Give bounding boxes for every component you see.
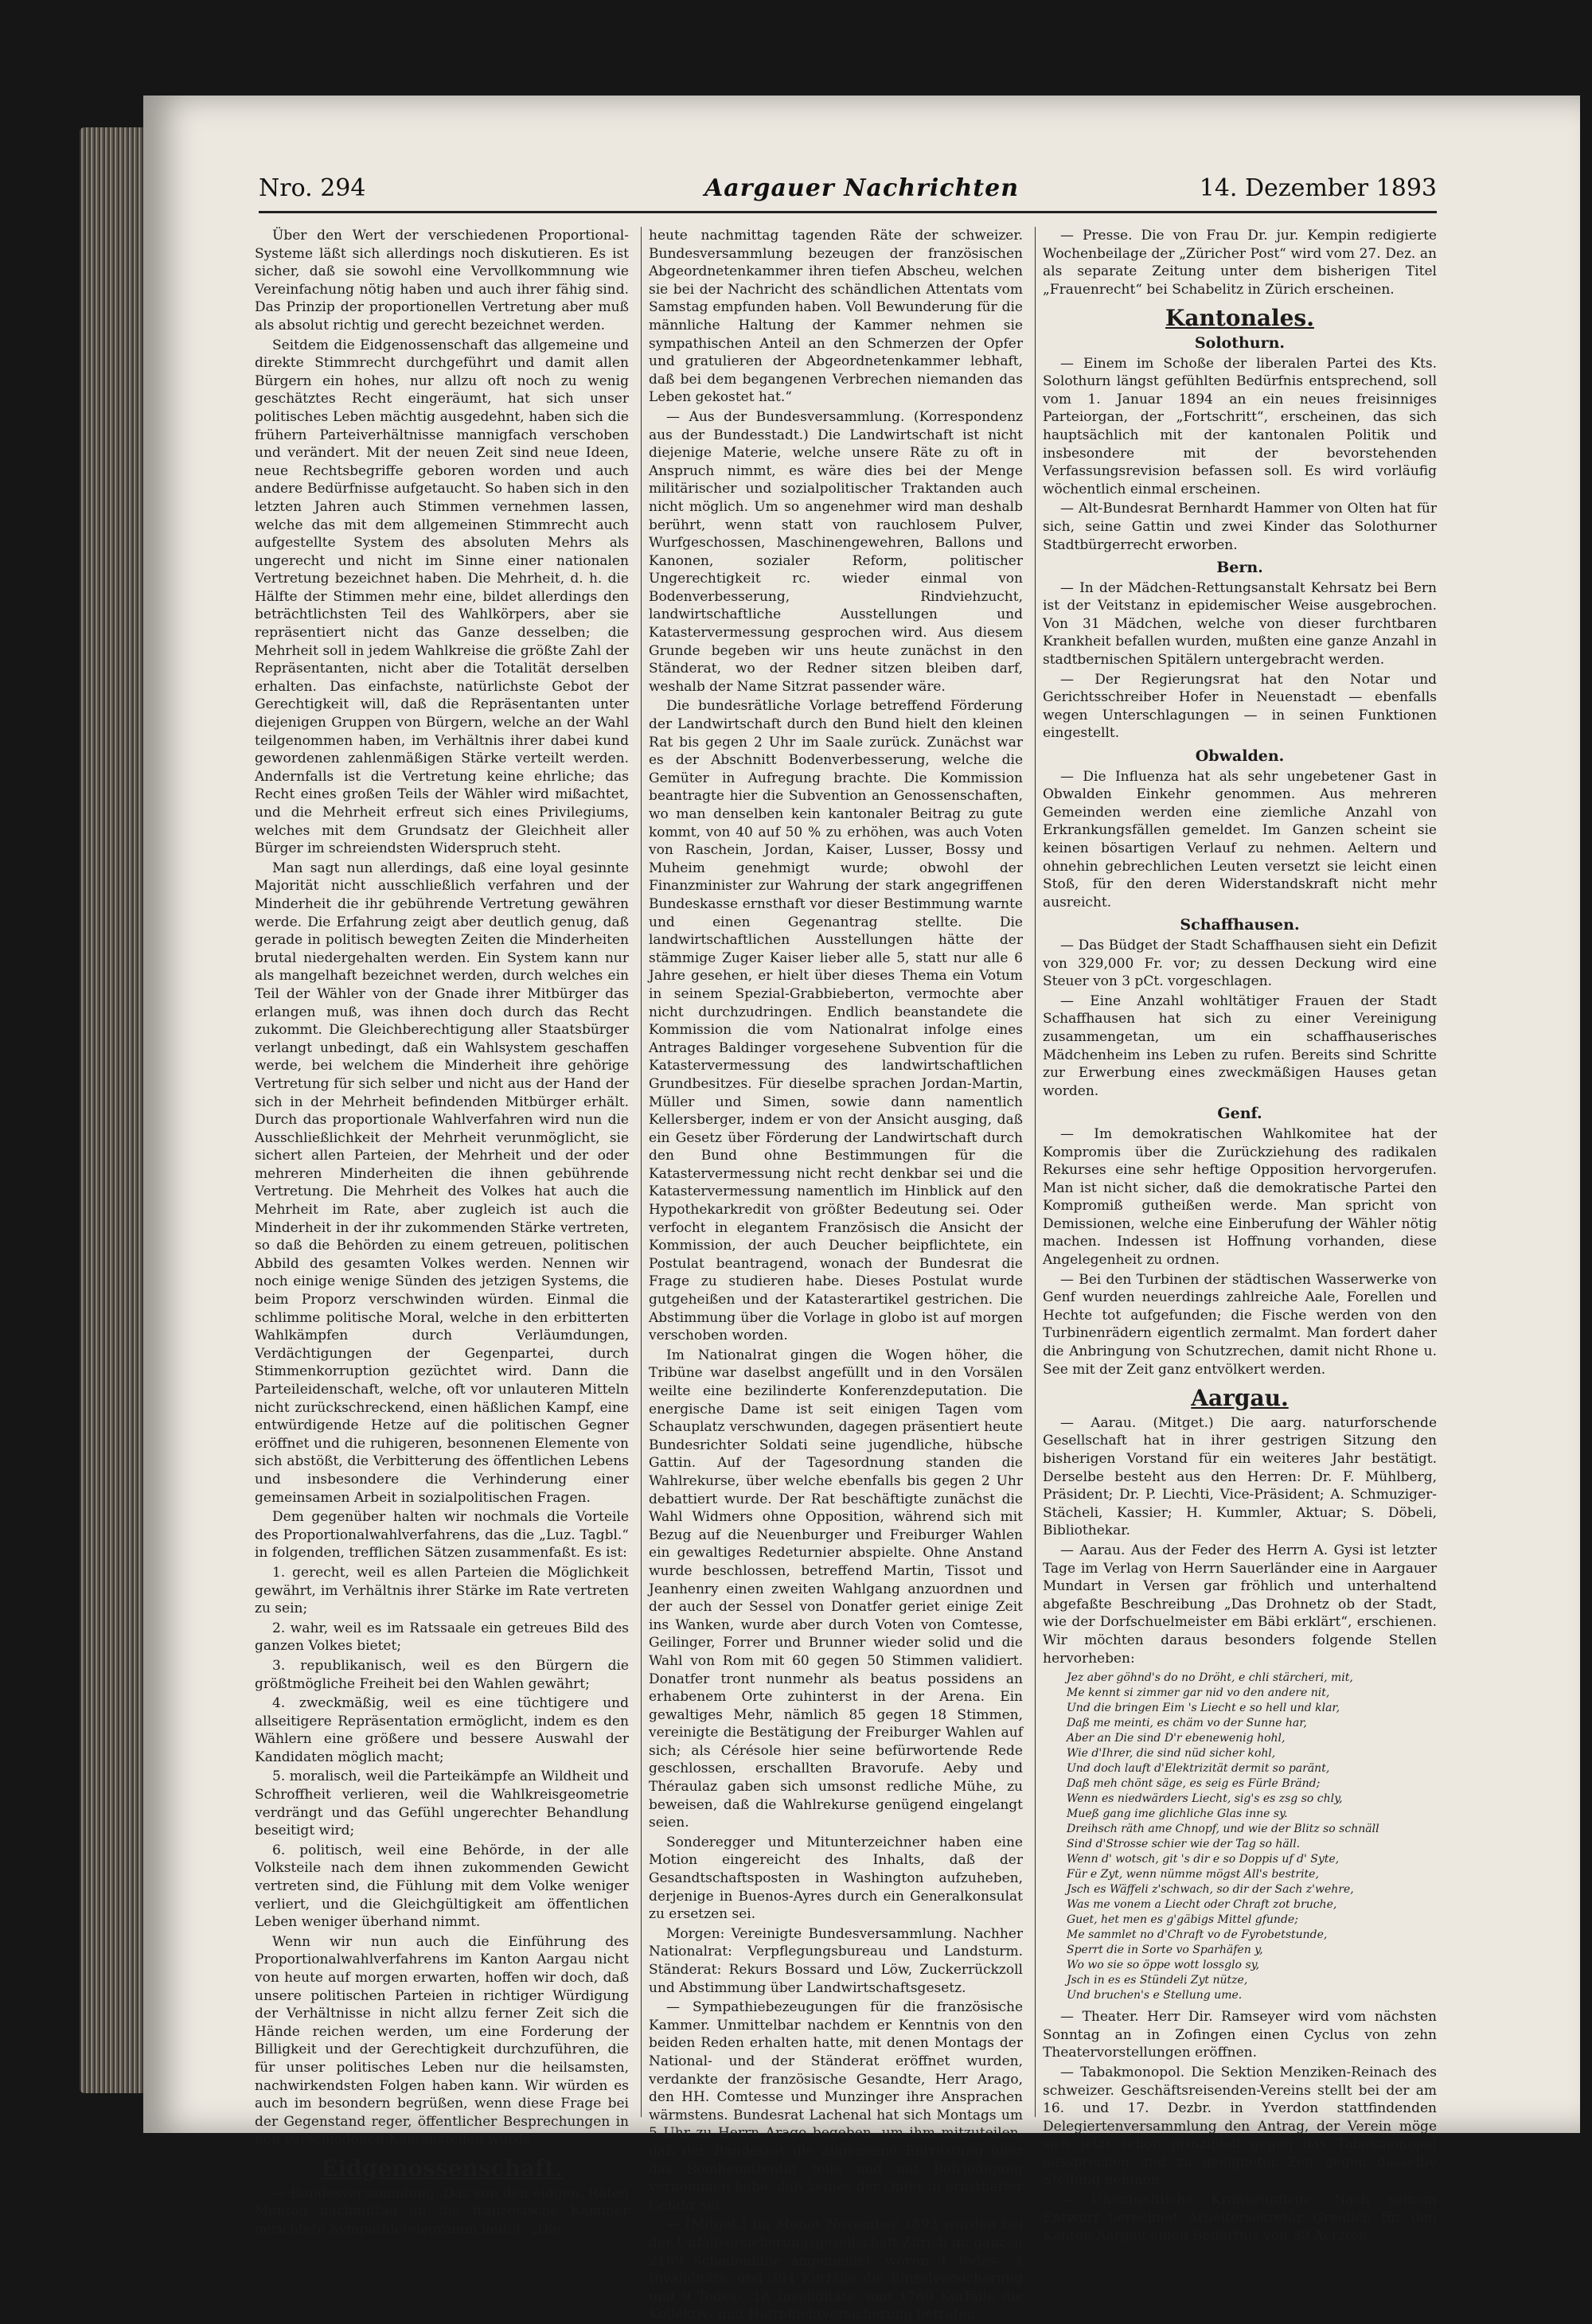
- poem-line: Me sammlet no d'Chraft vo de Fyrobetstunde,: [1067, 1928, 1328, 1942]
- section-heading: Kantonales.: [1165, 305, 1314, 332]
- paragraph: Im Nationalrat gingen die Wogen höher, die Tribüne war daselbst angefüllt und in den Vorsälen weilte eine bezilinderte Konferenzdeputation. Die energische Dame ist seit einigen Tagen vom Schauplatz verschwunden, dagegen präsentiert heute Bundesrichter Soldati seine jugendliche, hübsche Gattin. Auf der Tagesordnung standen die Wahlrekurse, über welche ebenfalls bis gegen 2 Uhr debattiert wurde. Der Rat beschäftigte zunächst die Wahl Widmers ohne Opposition, während sich mit Bezug auf die Neuenburger und Freiburger Wahlen ein gewaltiges Redeturnier abspielte. Ohne Anstand wurde beschlossen, betreffend Martin, Tissot und Jeanhenry einen zweiten Wahlgang anzuordnen und der auch der Sessel von Donatfer geriet einige Zeit ins Wanken, wurde aber durch Voten von Comtesse, Geilinger, Forrer und Brunner wieder solid und die Wahl von Rom mit 60 gegen 50 Stimmen validiert. Donatfer tront nunmehr als beatus possidens an erhabenem Orte zuhinterst in der Arena. Ein gewaltiges Mehr, nämlich 85 gegen 18 Stimmen, vereinigte die Bestätigung der Freiburger Wahlen auf sich; als Cérésole hier seine befürwortende Rede geschlossen, erschallten Bravorufe. Aeby und Théraulaz gaben sich umsonst redliche Mühe, zu beweisen, daß die Wahlrekurse genügend eingelangt seien.: [649, 1347, 1023, 1831]
- paragraph: — Das Büdget der Stadt Schaffhausen sieht ein Defizit von 329,000 Fr. vor; zu dessen Deckung wird eine Steuer von 3 pCt. vorgeschlagen.: [1043, 937, 1437, 990]
- poem-line: Jsch in es es Stündeli Zyt nütze,: [1067, 1974, 1248, 1987]
- subsection-heading: Schaffhausen.: [1180, 916, 1300, 934]
- paragraph: — Eine Anzahl wohltätiger Frauen der Stadt Schaffhausen hat sich zu einer Vereinigung zusammengetan, um ein schaffhauserisches Mädchenheim ins Leben zu rufen. Bereits sind Schritte zur Erwerbung eines zweckmäßigen Hauses getan worden.: [1043, 992, 1437, 1099]
- column-rule: [641, 227, 642, 2117]
- paragraph: — In der Mädchen-Rettungsanstalt Kehrsatz bei Bern ist der Veitstanz in epidemischer Weise ausgebrochen. Von 31 Mädchen, welche von dieser furchtbaren Krankheit befallen wurden, mußten eine ganze Anzahl in stadtbernischen Spitälern untergebracht werden.: [1043, 579, 1437, 669]
- subsection-heading: Obwalden.: [1195, 747, 1285, 766]
- poem-excerpt: [1067, 1671, 1437, 2003]
- paragraph: — Aarau. (Mitget.) Die aarg. naturforschende Gesellschaft hat in ihrer gestrigen Sitzung den bisherigen Vorstand für ein weiteres Jahr bestätigt. Derselbe besteht aus den Herren: Dr. F. Mühlberg, Präsident; Dr. P. Liechti, Vice-Präsident; A. Schmuziger-Stächeli, Kassier; H. Kummler, Aktuar; S. Döbeli, Bibliothekar.: [1043, 1414, 1437, 1539]
- paragraph: Dem gegenüber halten wir nochmals die Vorteile des Proportionalwahlverfahrens, das die „Luz. Tagbl.“ in folgenden, trefflichen Sätzen zusammenfaßt. Es ist:: [255, 1509, 629, 1562]
- poem-line: Wenn d' wotsch, git 's dir e so Doppis uf d' Syte,: [1067, 1853, 1340, 1866]
- section-heading: Aargau.: [1191, 1385, 1289, 1412]
- poem-line: Jsch es Wäffeli z'schwach, so dir der Sach z'wehre,: [1067, 1883, 1354, 1897]
- paragraph: — Bei den Turbinen der städtischen Wasserwerke von Genf wurden neuerdings zahlreiche Aale, Forellen und Hechte tot aufgefunden; die Fische werden von den Turbinenrädern eigentlich zermalmt. Man fordert daher die Anbringung von Schutzrechen, damit nicht Rhone u. See mit der Zeit ganz entvölkert werden.: [1043, 1271, 1437, 1378]
- paragraph: Man sagt nun allerdings, daß eine loyal gesinnte Majorität nicht ausschließlich verfahren und der Minderheit die ihr gebührende Vertretung gewähren werde. Die Erfahrung zeigt aber deutlich genug, daß gerade in politisch bewegten Zeiten die Minderheiten brutal niedergehalten werden. Ein System kann nur als mangelhaft bezeichnet werden, durch welches ein Teil der Wähler von der Gnade ihrer Mitbürger das erlangen muß, was ihnen doch durch das Recht zukommt. Die Gleichberechtigung aller Staatsbürger verlangt unbedingt, daß ein Wahlsystem geschaffen werde, bei welchem die Minderheit ihre gehörige Vertretung für sich selber und nicht aus der Hand der sich in der Mehrheit befindenden Mitbürger erhält. Durch das proportionale Wahlverfahren wird nun die Ausschließlichkeit der Mehrheit verunmöglicht, sie sichert allen Parteien, der Mehrheit und der oder mehreren Minderheiten die ihnen gebührende Vertretung. Die Mehrheit des Volkes hat auch die Mehrheit im Rate, aber zugleich ist auch die Minderheit in der ihr zukommenden Stärke vertreten, so daß die Behörden zu einem getreuen, politischen Abbild des gesamten Volkes werden. Nennen wir noch einige wenige Sünden des jetzigen Systems, die beim Proporz verschwinden würden. Einmal die schlimme politische Moral, welche in den erbitterten Wahlkämpfen durch Verläumdungen, Verdächtigungen der Gegenpartei, durch Stimmenkorruption gezüchtet wird. Dann die Parteileidenschaft, welche, oft vor unlauteren Mitteln nicht zurückschreckend, einen häßlichen Kampf, eine entwürdigende Hetze auf die politischen Gegner eröffnet und die ruhigeren, besonnenen Elemente von sich abstößt, die Verbitterung des öffentlichen Lebens und insbesondere die Verhinderung einer gemeinsamen Arbeit in sozialpolitischen Fragen.: [255, 860, 629, 1506]
- poem-line: Wo wo sie so öppe wott lossglo sy,: [1067, 1959, 1260, 1972]
- issue-number: Nro. 294: [259, 174, 366, 202]
- paragraph: heute nachmittag tagenden Räte der schweizer. Bundesversammlung bezeugen der französischen Abgeordnetenkammer ihren tiefen Abscheu, welchen sie bei der Nachricht des schändlichen Attentats vom Samstag empfunden haben. Voll Bewunderung für die männliche Haltung der Kammer nehmen sie sympathischen Anteil an den Schmerzen der Opfer und gratulieren der Abgeordnetenkammer lebhaft, daß bei dem begangenen Verbrechen niemanden das Leben gekostet hat.“: [649, 228, 1023, 406]
- poem-line: Jez aber göhnd's do no Dröht, e chli stärcheri, mit,: [1067, 1671, 1353, 1685]
- poem-line: Guet, het men es g'gäbigs Mittel gfunde;: [1067, 1913, 1298, 1927]
- paragraph: — Alt-Bundesrat Bernhardt Hammer von Olten hat für sich, seine Gattin und zwei Kinder das Solothurner Stadtbürgerrecht erworben.: [1043, 501, 1437, 553]
- paragraph: Die bundesrätliche Vorlage betreffend Förderung der Landwirtschaft durch den Bund hielt den kleinen Rat bis gegen 2 Uhr im Saale zurück. Zunächst war es der Abschnitt Bodenverbesserung, welche die Gemüter in Aufregung brachte. Die Kommission beantragte hier die Subvention an Genossenschaften, wo man denselben kein kantonaler Beitrag zu gute kommt, von 40 auf 50 % zu erhöhen, was auch Voten von Raschein, Jordan, Kaiser, Lusser, Bossy und Muheim genehmigt wurde; obwohl der Finanzminister zur Wahrung der stark angegriffenen Bundeskasse ernsthaft vor dieser Bestimmung warnte und einen Gegenantrag stellte. Die landwirtschaftlichen Ausstellungen hätte der stämmige Zuger Kaiser lieber alle 5, statt nur alle 6 Jahre gesehen, er hielt über dieses Thema ein Votum in seinem Spezial-Grabbieberton, vermochte aber nicht durchzudringen. Endlich beanstandete die Kommission die vom Nationalrat infolge eines Antrages Baldinger vorgesehene Subvention für die Katastervermessung des landwirtschaftlichen Grundbesitzes. Für dieselbe sprachen Jordan-Martin, Müller und Simen, sowie dann namentlich Kellersberger, indem er von der Ansicht ausging, daß ein Gesetz über Förderung der Landwirtschaft durch den Bund ohne Bestimmungen für die Katastervermessung nicht recht denkbar sei und die Katastervermessung namentlich im Hinblick auf den Hypothekarkredit von größter Bedeutung sei. Oder verfocht in elegantem Französisch die Ansicht der Kommission, der auch Deucher beipflichtete, ein Postulat beantragend, wonach der Bundesrat die Frage zu studieren habe. Dieses Postulat wurde gutgeheißen und der Katasterartikel gestrichen. Die Abstimmung über die Vorlage in globo ist auf morgen verschoben worden.: [649, 698, 1023, 1344]
- column-1: [255, 227, 629, 2237]
- list-item: 3. republikanisch, weil es den Bürgern die größtmögliche Freiheit bei den Wahlen gewährt;: [255, 1657, 629, 1692]
- paragraph: — Theater. Herr Dir. Ramseyer wird vom nächsten Sonntag an in Zofingen einen Cyclus von zehn Theatervorstellungen eröffnen.: [1043, 2009, 1437, 2061]
- paragraph: Über den Wert der verschiedenen Proportional-Systeme läßt sich allerdings noch diskutieren. Es ist sicher, daß sie sowohl eine Vervollkommnung wie Vereinfachung nötig haben und auch ihrer fähig sind. Das Prinzip der proportionellen Vertretung aber muß als absolut richtig und gerecht bezeichnet werden.: [255, 228, 629, 333]
- list-item: 2. wahr, weil es im Ratssaale ein getreues Bild des ganzen Volkes bietet;: [255, 1620, 629, 1655]
- paragraph: — Presse. Die von Frau Dr. jur. Kempin redigierte Wochenbeilage der „Züricher Post“ wird vom 27. Dez. an als separate Zeitung unter dem bisherigen Titel „Frauenrecht“ bei Schabelitz in Zürich erscheinen.: [1043, 228, 1437, 298]
- subsection-heading: Solothurn.: [1194, 333, 1286, 352]
- paragraph: — Im demokratischen Wahlkomitee hat der Kompromis über die Zurückziehung des radikalen Rekurses eine sehr heftige Opposition hervorgerufen. Man ist nicht sicher, daß die demokratische Partei den Kompromiß gutheißen werde. Man spricht von Demissionen, welche eine Einberufung der Wähler nötig machen. Indessen ist Hoffnung vorhanden, diese Angelegenheit zu ordnen.: [1043, 1125, 1437, 1269]
- section-heading: Eidgenossenschaft.: [321, 2154, 563, 2182]
- poem-line: Und die bringen Eim 's Liecht e so hell und klar,: [1067, 1702, 1340, 1715]
- poem-line: Sind d'Strosse schier wie der Tag so häll.: [1067, 1838, 1301, 1851]
- paragraph: — Aarau. Aus der Feder des Herrn A. Gysi ist letzter Tage im Verlag von Herrn Sauerländer eine in Aargauer Mundart in Versen gar fröhlich und unterhaltend abgefaßte Beschreibung „Das Drohnetz ob der Stadt, wie der Dorfschuelmeister em Bäbi erklärt“, erschienen. Wir möchten daraus besonders folgende Stellen hervorheben:: [1043, 1542, 1437, 1667]
- poem-line: Und doch lauft d'Elektrizität dermit so paränt,: [1067, 1762, 1330, 1776]
- poem-line: Daß meh chönt säge, es seig es Fürle Bränd;: [1067, 1777, 1321, 1791]
- column-rule: [1035, 227, 1036, 2117]
- poem-line: Me kennt si zimmer gar nid vo den andere nit,: [1067, 1686, 1330, 1700]
- poem-line: Wenn es niedwärders Liecht, sig's es zsg so chly,: [1067, 1792, 1343, 1806]
- column-3: [1043, 227, 1437, 2244]
- poem-line: Dreihsch räth ame Chnopf, und wie der Blitz so schnäll: [1067, 1823, 1379, 1836]
- poem-line: Was me vonem a Liecht oder Chraft zot bruche,: [1067, 1898, 1337, 1912]
- newspaper-title: Aargauer Nachrichten: [704, 174, 1020, 202]
- poem-line: Daß me meinti, es chäm vo der Sunne har,: [1067, 1717, 1307, 1730]
- poem-line: Und bruchen's e Stellung ume.: [1067, 1989, 1243, 2002]
- newspaper-page: [143, 96, 1580, 2323]
- paragraph: — Bundesversammlung. Das von den eidgen. Räten Montag nachmittag an die französische Kammer gerichtete Sympathietelegramm lautet: „Die: [255, 2185, 629, 2237]
- column-2: [649, 227, 1023, 2323]
- paragraph: — Einem im Schoße der liberalen Partei des Kts. Solothurn längst gefühlten Bedürfnis entsprechend, soll vom 1. Januar 1894 an ein neues freisinniges Parteiorgan, der „Fortschritt“, erscheinen, das sich hauptsächlich mit der kantonalen Politik und insbesondere mit der bevorstehenden Verfassungsrevision befassen soll. Es wird vorläufig wöchentlich einmal erscheinen.: [1043, 355, 1437, 497]
- masthead: [259, 171, 1437, 213]
- list-item: 6. politisch, weil eine Behörde, in der alle Volksteile nach dem ihnen zukommenden Gewicht vertreten sind, die Fühlung mit dem Volke weniger verliert, und die Gleichgültigkeit am öffentlichen Leben weniger überhand nimmt.: [255, 1842, 629, 1931]
- list-item: 1. gerecht, weil es allen Parteien die Möglichkeit gewährt, im Verhältnis ihrer Stärke im Rate vertreten zu sein;: [255, 1564, 629, 1617]
- paragraph: — Der Regierungsrat hat den Notar und Gerichtsschreiber Hofer in Neuenstadt — ebenfalls wegen Unterschlagungen — in seinen Funktionen eingestellt.: [1043, 671, 1437, 742]
- paragraph: Seitdem die Eidgenossenschaft das allgemeine und direkte Stimmrecht durchgeführt und damit allen Bürgern ein hohes, nur allzu oft noch zu wenig geschätztes Recht eingeräumt, hat sich unser politisches Leben mächtig ausgedehnt, haben sich die frühern Parteiverhältnisse mannigfach verschoben und verändert. Mit der neuen Zeit sind neue Ideen, neue Rechtsbegriffe geboren worden und auch andere Bedürfnisse aufgetaucht. So haben sich in den letzten Jahren auch Stimmen vernehmen lassen, welche das mit dem allgemeinen Stimmrecht auch aufgestellte System des absoluten Mehrs als ungerecht und nicht im Sinne einer nationalen Vertretung bezeichnet haben. Die Mehrheit, d. h. die Hälfte der Stimmen mehr eine, bildet allerdings den beträchtlichsten Teil des Wahlkörpers, aber sie repräsentiert nicht das Ganze desselben; die Mehrheit soll in jedem Wahlkreise die größte Zahl der Repräsentanten, nicht aber die Totalität derselben erhalten. Das einfachste, natürlichste Gebot der Gerechtigkeit will, daß die Repräsentanten unter diejenigen Gruppen von Bürgern, welche an der Wahl teilgenommen haben, im Verhältnis ihrer dabei kund gewordenen zahlenmäßigen Stärke verteilt werden. Andernfalls ist die Vertretung keine ehrliche; das Recht eines großen Teils der Wähler wird mißachtet, und die Mehrheit erfreut sich eines Privilegiums, welches mit dem Grundsatz der Gleichheit aller Bürger im schreiendsten Widerspruch steht.: [255, 337, 629, 857]
- poem-line: Aber an Die sind D'r ebenewenig hohl,: [1067, 1732, 1286, 1745]
- paragraph: — Unentgeltliche Krankenpflege. Nach seinem Entwurf berechnet Arbeitersekretär Greulich für den Kanton Aargau einen Bedürfnis von 80 Aerzten,: [1043, 2192, 1437, 2244]
- paragraph: Morgen: Vereinigte Bundesversammlung. Nachher Nationalrat: Verpflegungsbureau und Landsturm. Ständerat: Rekurs Bossard und Löw, Zuckerrückzoll und Abstimmung über Landwirtschaftsgesetz.: [649, 1925, 1023, 1996]
- paragraph: — Aus der Bundesversammlung. (Korrespondenz aus der Bundesstadt.) Die Landwirtschaft ist nicht diejenige Materie, welche unsere Räte zu oft in Anspruch nimmt, es wäre dies bei der Menge militärischer und sozialpolitischer Traktanden auch nicht möglich. Um so angenehmer wird man deshalb berührt, wenn statt von rauchlosem Pulver, Wurfgeschossen, Maschinengewehren, Ballons und Kanonen, sozialer Reform, politischer Ungerechtigkeit rc. wieder einmal von Bodenverbesserung, Rindviehzucht, landwirtschaftliche Ausstellungen und Katastervermessung gesprochen wird. Aus diesem Grunde begeben wir uns heute zunächst in den Ständerat, wo der Redner sitzen bleiben darf, weshalb der Name Sitzrat passender wäre.: [649, 408, 1023, 695]
- subsection-heading: Bern.: [1216, 559, 1263, 577]
- paragraph: Sonderegger und Mitunterzeichner haben eine Motion eingereicht des Inhalts, daß der Gesandtschaftsposten in Washington aufzuheben, derjenige in Buenos-Ayres durch ein Generalkonsulat zu ersetzen sei.: [649, 1834, 1023, 1923]
- paragraph: — Tabakmonopol. Die Sektion Menziken-Reinach des schweizer. Geschäftsreisenden-Vereins stellt bei der am 16. und 17. Dezbr. in Yverdon stattfindenden Delegiertenversammlung den Antrag, der Verein möge sich jetzt schon prinzipiell gegen das Tabakmonopol aussprechen und zu geeigneter Zeit gegen dasselbe Stellung nehmen.: [1043, 2064, 1437, 2189]
- poem-line: Für e Zyt, wenn nümme mögst All's bestrite,: [1067, 1868, 1319, 1881]
- list-item: 4. zweckmäßig, weil es eine tüchtigere und allseitigere Repräsentation ermöglicht, indem es den Wählern eine größere und bessere Auswahl der Kandidaten möglich macht;: [255, 1695, 629, 1765]
- poem-line: Sperrt die in Sorte vo Sparhäfen y,: [1067, 1944, 1263, 1957]
- paragraph: — (Mitget.) Im Monat November 1893 wurden bei der Unfallversicherungsgesellschaft Zürich im ganzen 2189 Schadenfälle angemeldet, wovon 4 Todes-, 4 Invaliditäts- und 394 Kurfälle die Einzelversicherung und 9 Todes-, 18 Invaliditäts- und 1760 Kurfälle die Kollektiv- und Haftpflichtversicherung betrafen.: [649, 2217, 1023, 2323]
- issue-date: 14. Dezember 1893: [1199, 174, 1437, 202]
- paragraph: — Die Influenza hat als sehr ungebetener Gast in Obwalden Einkehr genommen. Aus mehreren Gemeinden werden eine ziemliche Anzahl von Erkrankungsfällen gemeldet. Im Ganzen scheint sie keinen bösartigen Verlauf zu nehmen. Aeltern und ohnehin gebrechlichen Leuten versetzt sie leicht einen Stoß, für den deren Widerstandskraft nicht mehr ausreicht.: [1043, 768, 1437, 910]
- poem-line: Wie d'Ihrer, die sind nüd sicher kohl,: [1067, 1747, 1276, 1761]
- paragraph: — Sympathiebezeugungen für die französische Kammer. Unmittelbar nachdem er Kenntnis von den beiden Reden erhalten hatte, mit denen Montags der National- und der Ständerat eröffnet wurden, verdankte der französische Gesandte, Herr Arago, den HH. Comtesse und Munzinger ihre Ansprachen wärmstens. Bundesrat Lachenal hat sich Montags um 5 Uhr zu Herrn Arago begeben, um ihm mitzuteilen, daß der Bundesrat die allgemeine Entrüstung über das Bombenattentat teile und mit Befriedigung vernommen habe, daß keines der Opfer in ernsthafter Gefahr sei.: [649, 1999, 1023, 2213]
- poem-line: Mueß gang ime glichliche Glas inne sy.: [1067, 1807, 1288, 1821]
- paragraph: Wenn wir nun auch die Einführung des Proportionalwahlverfahrens im Kanton Aargau nicht von heute auf morgen erwarten, hoffen wir doch, daß unsere politischen Parteien in richtiger Würdigung der Verhältnisse in nicht allzu ferner Zeit sich die Hände reichen werden, um eine Forderung der Billigkeit und der Gerechtigkeit durchzuführen, die für unser politisches Leben nur die heilsamsten, nachwirkendsten Folgen haben kann. Wir würden es auch im besondern begrüßen, wenn diese Frage bei der Gegenstand reger, öffentlicher Besprechungen in den verschiedenen Kantonsteilen würde.: [255, 1933, 629, 2148]
- subsection-heading: Genf.: [1217, 1105, 1262, 1123]
- list-item: 5. moralisch, weil die Parteikämpfe an Wildheit und Schroffheit verlieren, weil die Wahlkreisgeometrie verdrängt und das Gefühl ungerechter Behandlung beseitigt wird;: [255, 1768, 629, 1839]
